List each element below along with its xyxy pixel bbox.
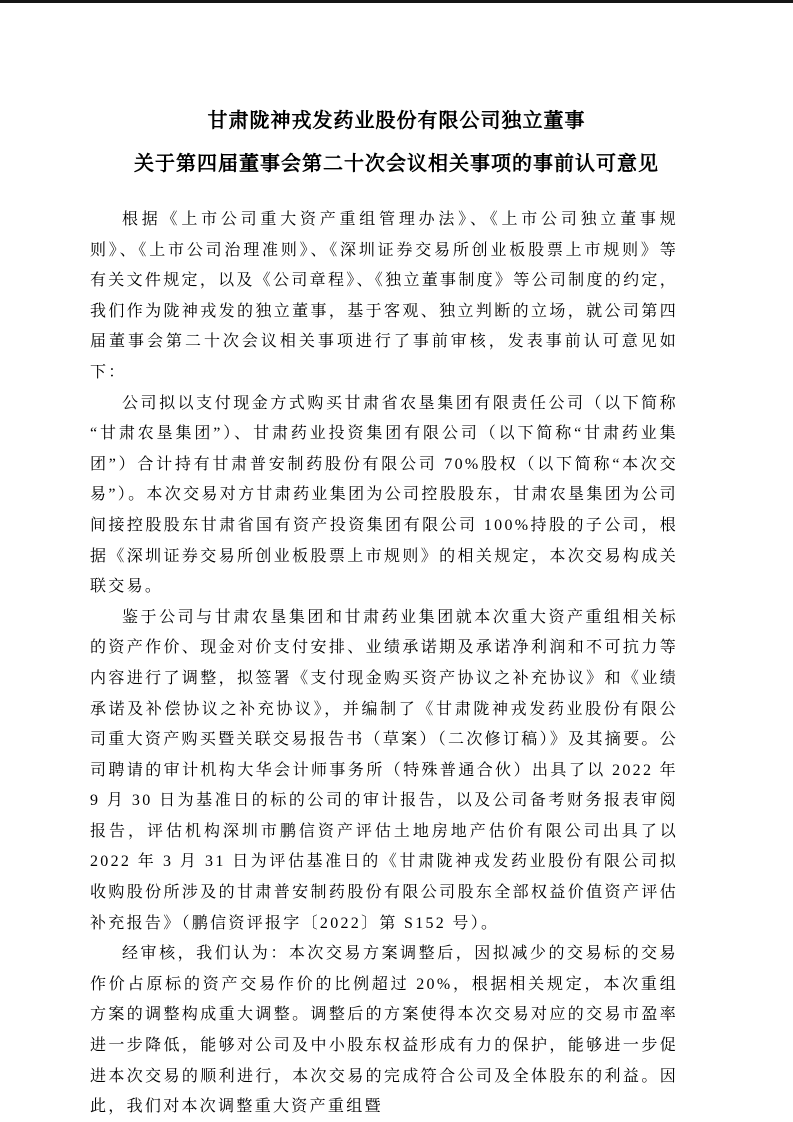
document-title-line-1: 甘肃陇神戎发药业股份有限公司独立董事 <box>207 110 586 132</box>
body-paragraph-1: 根据《上市公司重大资产重组管理办法》、《上市公司独立董事规则》、《上市公司治理准则》、《深圳证券交易所创业板股票上市规则》等有关文件规定，以及《公司章程》、《独立董事制度》等公司制度的约定，我们作为陇神戎发的独立董事，基于客观、独立判断的立场，就公司第四届董事会第二十次会议相关事项进行了事前审核，发表事前认可意见如下： <box>90 211 678 381</box>
body-paragraph-3: 鉴于公司与甘肃农垦集团和甘肃药业集团就本次重大资产重组相关标的资产作价、现金对价支付安排、业绩承诺期及承诺净利润和不可抗力等内容进行了调整，拟签署《支付现金购买资产协议之补充协议》和《业绩承诺及补偿协议之补充协议》，并编制了《甘肃陇神戎发药业股份有限公司重大资产购买暨关联交易报告书（草案）（二次修订稿）》及其摘要。公司聘请的审计机构大华会计师事务所（特殊普通合伙）出具了以 2022 年 9 月 30 日为基准日的标的公司的审计报告，以及公司备考财务报表审阅报告，评估机构深圳市鹏信资产评估土地房地产估价有限公司出具了以 2022 年 3 月 31 日为评估基准日的《甘肃陇神戎发药业股份有限公司拟收购股份所涉及的甘肃普安制药股份有限公司股东全部权益价值资产评估补充报告》（鹏信资评报字〔2022〕第 S152 号）。 <box>90 608 678 932</box>
document-title <box>0 100 793 186</box>
page-top-border <box>0 0 793 3</box>
body-paragraph-2: 公司拟以支付现金方式购买甘肃省农垦集团有限责任公司（以下简称“甘肃农垦集团”）、甘肃药业投资集团有限公司（以下简称“甘肃药业集团”）合计持有甘肃普安制药股份有限公司 70%股权（以下简称“本次交易”）。本次交易对方甘肃药业集团为公司控股股东，甘肃农垦集团为公司间接控股股东甘肃省国有资产投资集团有限公司 100%持股的子公司，根据《深圳证券交易所创业板股票上市规则》的相关规定，本次交易构成关联交易。 <box>90 394 678 596</box>
body-paragraph-4: 经审核，我们认为：本次交易方案调整后，因拟减少的交易标的交易作价占原标的资产交易作价的比例超过 20%，根据相关规定，本次重组方案的调整构成重大调整。调整后的方案使得本次交易对应的交易市盈率进一步降低，能够对公司及中小股东权益形成有力的保护，能够进一步促进本次交易的顺利进行，本次交易的完成符合公司及全体股东的利益。因此，我们对本次调整重大资产重组暨 <box>90 945 678 1116</box>
document-title-line-2: 关于第四届董事会第二十次会议相关事项的事前认可意见 <box>134 153 659 175</box>
document-body <box>0 205 793 1122</box>
